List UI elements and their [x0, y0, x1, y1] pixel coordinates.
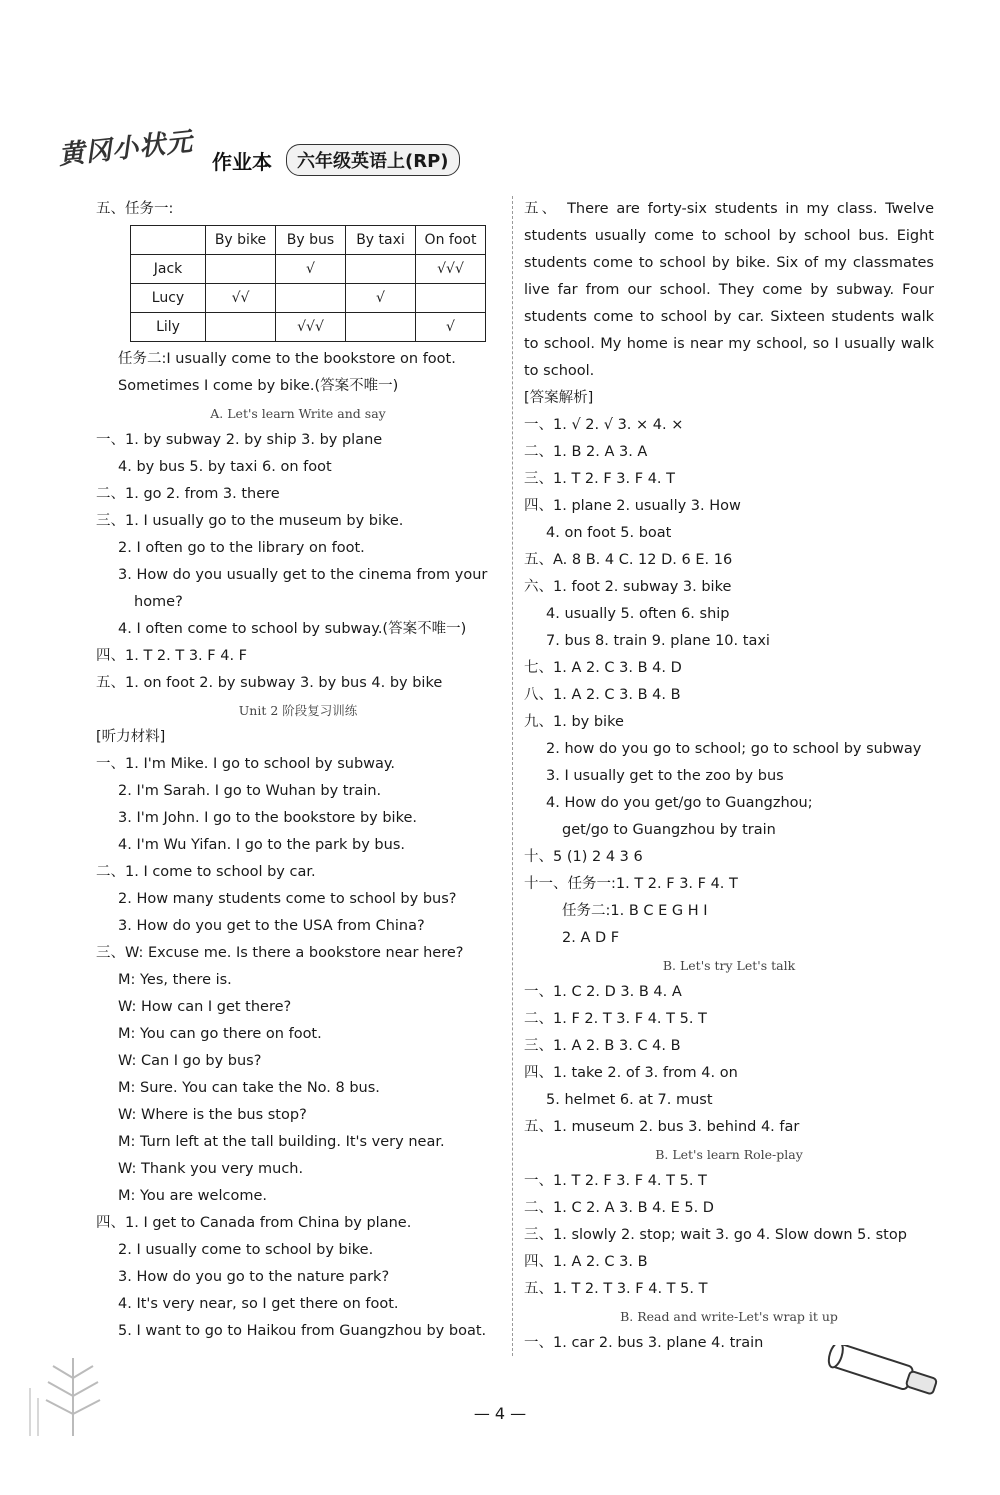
- table-header-cell: By taxi: [346, 226, 416, 255]
- answer-line: 三、W: Excuse me. Is there a bookstore near here?: [96, 945, 464, 961]
- section-heading: A. Let's learn Write and say: [210, 406, 386, 421]
- table-cell: Lily: [131, 313, 206, 342]
- answer-line: 2. how do you go to school; go to school by subway: [546, 741, 922, 757]
- task-intro: 五、任务一:: [96, 201, 174, 217]
- answer-line: 7. bus 8. train 9. plane 10. taxi: [546, 633, 770, 649]
- answer-line: 5. I want to go to Haikou from Guangzhou by boat.: [118, 1323, 487, 1339]
- answer-line: 二、1. C 2. A 3. B 4. E 5. D: [524, 1200, 714, 1216]
- answer-line: [答案解析]: [524, 390, 594, 406]
- answer-line: 一、1. C 2. D 3. B 4. A: [524, 984, 682, 1000]
- answer-line: 四、1. T 2. T 3. F 4. F: [96, 648, 247, 664]
- answer-line: home?: [134, 594, 183, 610]
- answer-line: [听力材料]: [96, 729, 166, 745]
- answer-line: 3. How do you get to the USA from China?: [118, 918, 425, 934]
- answer-line: 任务二:1. B C E G H I: [562, 903, 708, 919]
- section-heading: Unit 2 阶段复习训练: [238, 703, 358, 718]
- left-column: [96, 196, 500, 1345]
- answer-line: W: Can I go by bus?: [118, 1053, 262, 1069]
- answer-line: 4. I'm Wu Yifan. I go to the park by bus.: [118, 837, 405, 853]
- table-cell: [346, 313, 416, 342]
- answer-line: W: Where is the bus stop?: [118, 1107, 307, 1123]
- answer-line: 一、1. √ 2. √ 3. × 4. ×: [524, 417, 684, 433]
- answer-line: 2. How many students come to school by bus?: [118, 891, 457, 907]
- table-cell: √: [276, 255, 346, 284]
- answer-line: 2. I'm Sarah. I go to Wuhan by train.: [118, 783, 382, 799]
- answer-line: W: Thank you very much.: [118, 1161, 304, 1177]
- tree-decoration-icon: [18, 1348, 128, 1438]
- answer-line: 一、1. car 2. bus 3. plane 4. train: [524, 1335, 764, 1351]
- answer-line: 四、1. take 2. of 3. from 4. on: [524, 1065, 738, 1081]
- table-cell: √: [416, 313, 486, 342]
- answer-line: 三、1. slowly 2. stop; wait 3. go 4. Slow down 5. stop: [524, 1227, 907, 1243]
- table-header-cell: [131, 226, 206, 255]
- answer-line: 十一、任务一:1. T 2. F 3. F 4. T: [524, 876, 738, 892]
- table-cell: [276, 284, 346, 313]
- answer-line: 5. helmet 6. at 7. must: [546, 1092, 713, 1108]
- answer-line: 十、5 (1) 2 4 3 6: [524, 849, 643, 865]
- table-cell: [416, 284, 486, 313]
- answer-line: M: You can go there on foot.: [118, 1026, 322, 1042]
- answer-line: 3. How do you go to the nature park?: [118, 1269, 390, 1285]
- answer-line: 4. on foot 5. boat: [546, 525, 672, 541]
- page-number: — 4 —: [473, 1404, 527, 1423]
- answer-line: 二、1. B 2. A 3. A: [524, 444, 648, 460]
- brand-logo: 黄冈小状元: [57, 127, 195, 171]
- table-row: [131, 284, 486, 313]
- table-row: [131, 313, 486, 342]
- answer-line: Sometimes I come by bike.(答案不唯一): [118, 378, 399, 394]
- answer-line: 4. How do you get/go to Guangzhou;: [546, 795, 813, 811]
- table-cell: [206, 313, 276, 342]
- table-cell: √√√: [276, 313, 346, 342]
- table-cell: Lucy: [131, 284, 206, 313]
- answer-line: 3. I usually get to the zoo by bus: [546, 768, 784, 784]
- answer-line: 任务二:I usually come to the bookstore on foot.: [118, 351, 456, 367]
- answer-line: 五、1. on foot 2. by subway 3. by bus 4. by bike: [96, 675, 443, 691]
- answer-line: 4. usually 5. often 6. ship: [546, 606, 730, 622]
- answer-line: 五、1. museum 2. bus 3. behind 4. far: [524, 1119, 800, 1135]
- answer-line: get/go to Guangzhou by train: [562, 822, 776, 838]
- answer-line: 二、1. F 2. T 3. F 4. T 5. T: [524, 1011, 707, 1027]
- answer-line: M: Yes, there is.: [118, 972, 232, 988]
- section-heading: B. Let's try Let's talk: [662, 958, 796, 973]
- table-cell: Jack: [131, 255, 206, 284]
- answer-line: 二、1. go 2. from 3. there: [96, 486, 280, 502]
- answer-line: 3. How do you usually get to the cinema from your: [118, 567, 488, 583]
- answer-line: 一、1. by subway 2. by ship 3. by plane: [96, 432, 383, 448]
- answer-line: 2. I often go to the library on foot.: [118, 540, 365, 556]
- answer-line: 2. A D F: [562, 930, 620, 946]
- section-heading: B. Let's learn Role-play: [655, 1147, 803, 1162]
- table-cell: [206, 255, 276, 284]
- passage-paragraph: 五、 There are forty-six students in my class. Twelve students usually come to school by school bus. Eight students come to school by bike. Six of my classmates live far from our school. They come by subway. Four students come to school by car. Sixteen students walk to school. My home is near my school, so I usually walk to school.: [524, 201, 934, 379]
- right-column: [524, 196, 934, 1357]
- answer-line: 三、1. T 2. F 3. F 4. T: [524, 471, 675, 487]
- table-header-cell: On foot: [416, 226, 486, 255]
- answer-line: 四、1. A 2. C 3. B: [524, 1254, 648, 1270]
- answer-line: 4. by bus 5. by taxi 6. on foot: [118, 459, 332, 475]
- answer-line: 一、1. I'm Mike. I go to school by subway.: [96, 756, 396, 772]
- answer-line: 八、1. A 2. C 3. B 4. B: [524, 687, 681, 703]
- table-header-cell: By bike: [206, 226, 276, 255]
- answer-line: 4. I often come to school by subway.(答案不唯一): [118, 621, 467, 637]
- answer-line: 七、1. A 2. C 3. B 4. D: [524, 660, 682, 676]
- table-row: [131, 255, 486, 284]
- answer-line: 三、1. I usually go to the museum by bike.: [96, 513, 404, 529]
- answer-line: 三、1. A 2. B 3. C 4. B: [524, 1038, 681, 1054]
- answer-line: 二、1. I come to school by car.: [96, 864, 316, 880]
- column-divider: [512, 196, 513, 1356]
- answer-line: 四、1. plane 2. usually 3. How: [524, 498, 741, 514]
- answer-line: 4. It's very near, so I get there on foot.: [118, 1296, 399, 1312]
- answer-line: 六、1. foot 2. subway 3. bike: [524, 579, 732, 595]
- answer-line: M: Sure. You can take the No. 8 bus.: [118, 1080, 380, 1096]
- section-heading: B. Read and write-Let's wrap it up: [620, 1309, 838, 1324]
- answer-line: 3. I'm John. I go to the bookstore by bike.: [118, 810, 417, 826]
- answer-line: 五、1. T 2. T 3. F 4. T 5. T: [524, 1281, 708, 1297]
- answer-line: M: You are welcome.: [118, 1188, 267, 1204]
- answer-line: 2. I usually come to school by bike.: [118, 1242, 374, 1258]
- table-cell: [346, 255, 416, 284]
- grade-tag: 六年级英语上(RP): [286, 144, 460, 176]
- page-title: 作业本: [212, 150, 272, 174]
- answer-line: M: Turn left at the tall building. It's very near.: [118, 1134, 445, 1150]
- table-header-cell: By bus: [276, 226, 346, 255]
- telescope-icon: [820, 1345, 950, 1405]
- answer-line: W: How can I get there?: [118, 999, 292, 1015]
- table-cell: √√: [206, 284, 276, 313]
- table-header-row: [131, 226, 486, 255]
- answer-line: 四、1. I get to Canada from China by plane.: [96, 1215, 412, 1231]
- table-cell: √√√: [416, 255, 486, 284]
- table-cell: √: [346, 284, 416, 313]
- answer-line: 九、1. by bike: [524, 714, 624, 730]
- answer-line: 一、1. T 2. F 3. F 4. T 5. T: [524, 1173, 707, 1189]
- transport-table: [130, 225, 486, 342]
- answer-line: 五、A. 8 B. 4 C. 12 D. 6 E. 16: [524, 552, 733, 568]
